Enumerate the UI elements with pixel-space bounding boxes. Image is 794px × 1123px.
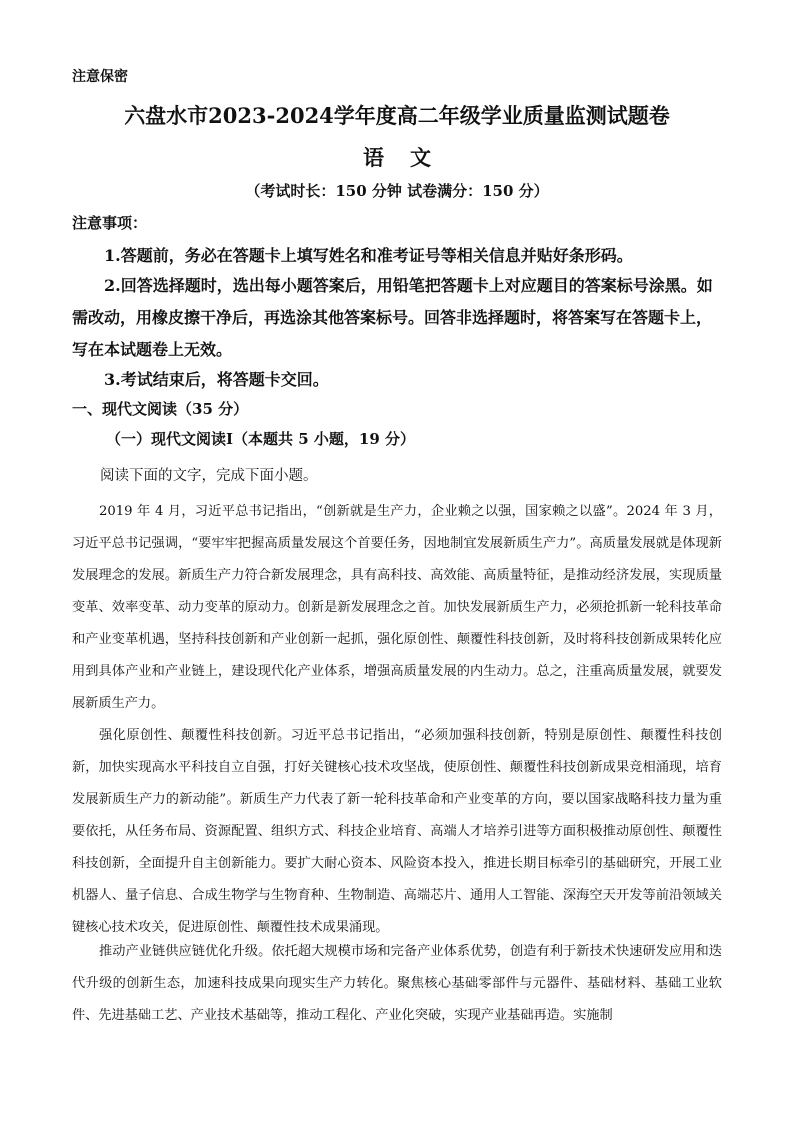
reading-instruction: 阅读下面的文字，完成下面小题。 [100,468,318,484]
passage-paragraph: 2019 年 4 月，习近平总书记指出，“创新就是生产力，企业赖之以强，国家赖之以盛”。2024 年 3 月，习近平总书记强调，“要牢牢把握高质量发展这个首要任务，因地制宜发展新质生产力”。高质量发展就是体现新发展理念的发展。新质生产力符合新发展理念，具有高科技、高效能、高质量特征，是推动经济发展，实现质量变革、效率变革、动力变革的原动力。创新是新发展理念之首。加快发展新质生产力，必须抢抓新一轮科技革命和产业变革机遇，坚持科技创新和产业创新一起抓，强化原创性、颠覆性科技创新，及时将科技创新成果转化应用到具体产业和产业链上，建设现代化产业体系，增强高质量发展的内生动力。总之，注重高质量发展，就要发展新质生产力。 [72,504,722,711]
note-item: 1.答题前，务必在答题卡上填写姓名和准考证号等相关信息并贴好条形码。 [104,246,633,265]
exam-time-info: （考试时长：150 分钟 试卷满分：150 分） [245,182,549,200]
subsection-heading: （一）现代文阅读Ⅰ（本题共 5 小题，19 分） [106,430,415,448]
note-item: 3.考试结束后，将答题卡交回。 [104,370,329,389]
passage-paragraph: 强化原创性、颠覆性科技创新。习近平总书记指出，“必须加强科技创新，特别是原创性、颠覆性科技创新，加快实现高水平科技自立自强，打好关键核心技术攻坚战，使原创性、颠覆性科技创新成果竞相涌现，培育发展新质生产力的新动能”。新质生产力代表了新一轮科技革命和产业变革的方向，要以国家战略科技力量为重要依托，从任务布局、资源配置、组织方式、科技企业培育、高端人才培养引进等方面积极推动原创性、颠覆性科技创新，全面提升自主创新能力。要扩大耐心资本、风险资本投入，推进长期目标牵引的基础研究，开展工业机器人、量子信息、合成生物学与生物育种、生物制造、高端芯片、通用人工智能、深海空天开发等前沿领域关键核心技术攻关，促进原创性、颠覆性技术成果涌现。 [72,728,722,935]
subject-title: 语文 [363,145,457,170]
exam-title: 六盘水市2023-2024学年度高二年级学业质量监测试题卷 [124,103,670,128]
section-heading: 一、现代文阅读（35 分） [72,400,249,418]
passage-paragraph: 推动产业链供应链优化升级。依托超大规模市场和完备产业体系优势，创造有利于新技术快速研发应用和迭代升级的创新生态，加速科技成果向现实生产力转化。聚焦核心基础零部件与元器件、基础材料、基础工业软件、先进基础工艺、产业技术基础等，推动工程化、产业化突破，实现产业基础再造。实施制 [72,944,722,1023]
notes-heading: 注意事项： [72,214,148,232]
confidential-label: 注意保密 [72,69,128,85]
note-item: 2.回答选择题时，选出每小题答案后，用铅笔把答题卡上对应题目的答案标号涂黑。如需改动，用橡皮擦干净后，再选涂其他答案标号。回答非选择题时，将答案写在答题卡上，写在本试题卷上无效。 [72,276,713,359]
